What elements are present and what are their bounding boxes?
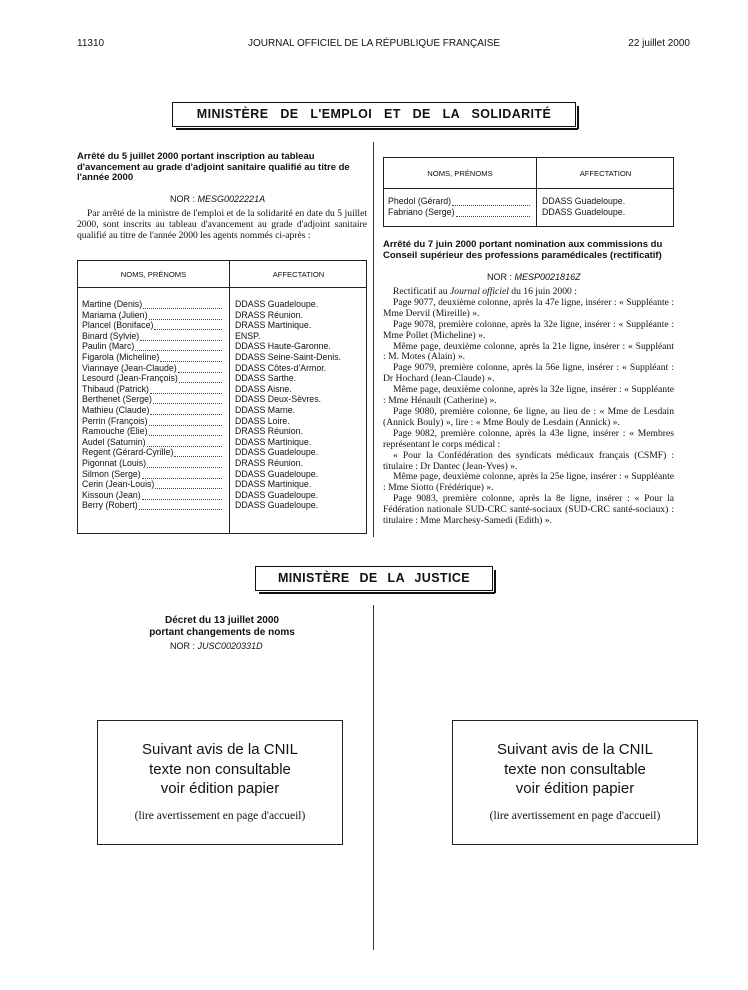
affectation: DDASS Deux-Sèvres. xyxy=(235,394,322,405)
person-name: Cerin (Jean-Louis) xyxy=(82,479,155,490)
affectation: DRASS Réunion. xyxy=(235,457,303,468)
person-name: Binard (Sylvie) xyxy=(82,330,140,341)
person-name: Mariama (Julien) xyxy=(82,309,148,320)
affectation: DDASS Guadeloupe. xyxy=(235,447,319,458)
person-name: Thibaud (Patrick) xyxy=(82,383,149,394)
cnil-note: (lire avertissement en page d'accueil) xyxy=(489,809,661,822)
table-row xyxy=(78,490,366,501)
table-header xyxy=(78,261,366,288)
decret-title xyxy=(77,615,367,638)
cnil-line-2: texte non consultable xyxy=(149,760,291,778)
nor-code: MESP0021816Z xyxy=(514,272,581,282)
ministry-heading-justice: MINISTÈRE DE LA JUSTICE xyxy=(255,566,493,591)
affectation: DRASS Réunion. xyxy=(235,309,303,320)
table-row xyxy=(78,447,366,458)
affectation: DDASS Loire. xyxy=(235,415,290,426)
affectation: DDASS Côtes-d'Armor. xyxy=(235,362,327,373)
advancement-table-continued xyxy=(383,157,674,227)
table-body xyxy=(78,299,366,511)
rectificatif-item: Même page, deuxième colonne, après la 25e ligne, insérer : « Suppléante : Mme Siotto (Frédérique) ». xyxy=(383,471,674,494)
issue-date: 22 juillet 2000 xyxy=(628,38,690,49)
affectation: DDASS Guadeloupe. xyxy=(235,468,319,479)
leader-dots xyxy=(139,508,222,510)
person-name: Lesourd (Jean-François) xyxy=(82,373,178,384)
affectation: DDASS Sarthe. xyxy=(235,373,297,384)
person-name: Ramouche (Elie) xyxy=(82,426,148,437)
table-row xyxy=(78,320,366,331)
journal-title: JOURNAL OFFICIEL DE LA RÉPUBLIQUE FRANÇAISE xyxy=(247,38,501,49)
table-row xyxy=(78,352,366,363)
person-name: Pigonnat (Louis) xyxy=(82,457,147,468)
affectation: DDASS Guadeloupe. xyxy=(235,489,319,500)
rectificatif-item: Même page, deuxième colonne, après la 32e ligne, insérer : « Suppléante : Mme Hénault (Catherine) ». xyxy=(383,384,674,407)
table-body xyxy=(384,196,673,217)
nor-label: NOR : xyxy=(170,194,196,204)
table-row xyxy=(78,331,366,342)
ministry-heading-emploi: MINISTÈRE DE L'EMPLOI ET DE LA SOLIDARITÉ xyxy=(172,102,576,127)
cnil-notice-left xyxy=(97,720,343,845)
rectificatif-item: Page 9083, première colonne, après la 8e ligne, insérer : « Pour la Fédération nationale SUD-CRC santé-sociaux (SUD-CRC santé-sociaux) : titulaire : Mme Marchesy-Samedi (Edith) ». xyxy=(383,493,674,527)
lead-journal: Journal officiel xyxy=(450,286,509,297)
rectificatif-item: Page 9079, première colonne, après la 56e ligne, insérer : « Suppléant : Dr Hochard (Jean-Claude) ». xyxy=(383,362,674,385)
table-row xyxy=(384,207,673,218)
lead-text: Rectificatif au xyxy=(393,286,451,297)
nor-code: JUSC0020331D xyxy=(197,641,263,651)
table-row xyxy=(78,299,366,310)
page-number: 11310 xyxy=(77,38,105,49)
leader-dots xyxy=(456,215,530,217)
rectificatif-item: Même page, deuxième colonne, après la 21e ligne, insérer : « Suppléant : M. Motes (Alain) ». xyxy=(383,340,674,363)
table-row xyxy=(78,469,366,480)
table-row xyxy=(78,416,366,427)
table-row xyxy=(78,458,366,469)
col-header-name: NOMS, PRÉNOMS xyxy=(120,269,187,279)
person-name: Regent (Gérard-Cyrille) xyxy=(82,447,174,458)
lead-date: du 16 juin 2000 : xyxy=(508,286,577,297)
cnil-line-3: voir édition papier xyxy=(515,780,635,797)
person-name: Martine (Denis) xyxy=(82,299,143,309)
arrete-1-intro: Par arrêté de la ministre de l'emploi et de la solidarité en date du 5 juillet 2000, sont inscrits au tableau d'avancement au grade d'adjoint sanitaire qualifié au titre de l'année 2000 les agents nommés ci-après : xyxy=(77,208,367,241)
cnil-note: (lire avertissement en page d'accueil) xyxy=(134,809,306,822)
table-row xyxy=(78,373,366,384)
col-header-affectation: AFFECTATION xyxy=(272,269,325,279)
table-row xyxy=(78,363,366,374)
person-name: Fabriano (Serge) xyxy=(388,206,455,217)
person-name: Silmon (Serge) xyxy=(82,468,141,479)
arrete-1-nor xyxy=(170,194,265,204)
table-row xyxy=(78,394,366,405)
person-name: Phedol (Gérard) xyxy=(388,196,452,206)
affectation: DRASS Martinique. xyxy=(235,320,312,331)
nor-label: NOR : xyxy=(170,641,196,651)
cnil-notice-right xyxy=(452,720,698,845)
cnil-line-2: texte non consultable xyxy=(504,760,646,778)
affectation: DDASS Martinique. xyxy=(235,436,312,447)
person-name: Berry (Robert) xyxy=(82,500,138,511)
person-name: Berthenet (Serge) xyxy=(82,394,152,405)
table-row xyxy=(384,196,673,207)
rectificatif-item: « Pour la Confédération des syndicats médicaux français (CSMF) : titulaire : Dr Dantec (Jean-Yves) ». xyxy=(383,449,674,472)
affectation: DDASS Haute-Garonne. xyxy=(235,341,331,352)
affectation: DDASS Martinique. xyxy=(235,479,312,490)
person-name: Perrin (François) xyxy=(82,415,148,426)
person-name: Audel (Saturnin) xyxy=(82,436,146,447)
person-name: Paulin (Marc) xyxy=(82,341,135,352)
cnil-message xyxy=(98,740,342,799)
cnil-line-3: voir édition papier xyxy=(160,780,280,797)
table-row xyxy=(78,310,366,321)
decret-nor xyxy=(170,641,263,651)
affectation: DDASS Marne. xyxy=(235,404,296,415)
rectificatif-item: Page 9078, première colonne, après la 32e ligne, insérer : « Suppléante : Mme Pollet (Micheline) ». xyxy=(383,318,674,341)
advancement-table xyxy=(77,260,367,534)
affectation: DDASS Guadeloupe. xyxy=(542,196,626,206)
affectation: DDASS Aisne. xyxy=(235,383,292,394)
table-row xyxy=(78,405,366,416)
table-row xyxy=(78,500,366,511)
person-name: Figarola (Micheline) xyxy=(82,351,160,362)
table-row xyxy=(78,384,366,395)
rectificatif-item: Page 9082, première colonne, après la 43e ligne, insérer : « Membres représentant le corps médical : xyxy=(383,427,674,450)
affectation: DRASS Réunion. xyxy=(235,426,303,437)
table-header xyxy=(384,158,673,189)
table-row xyxy=(78,341,366,352)
person-name: Mathieu (Claude) xyxy=(82,404,150,415)
col-header-affectation: AFFECTATION xyxy=(579,168,632,178)
arrete-2-title: Arrêté du 7 juin 2000 portant nomination aux commissions du Conseil supérieur des professions paramédicales (rectificatif) xyxy=(383,239,663,261)
affectation: DDASS Guadeloupe. xyxy=(542,206,626,217)
rectificatif-item: Page 9077, deuxième colonne, après la 47e ligne, insérer : « Suppléante : Mme Dervil (Mireille) ». xyxy=(383,296,674,319)
decret-title-line2: portant changements de noms xyxy=(149,626,295,638)
cnil-line-1: Suivant avis de la CNIL xyxy=(142,741,298,758)
person-name: Plancel (Boniface) xyxy=(82,320,154,331)
column-divider-top xyxy=(373,142,374,537)
person-name: Kissoun (Jean) xyxy=(82,489,141,500)
table-row xyxy=(78,437,366,448)
person-name: Viannaye (Jean-Claude) xyxy=(82,362,177,373)
rectificatif-paragraphs xyxy=(383,298,674,527)
arrete-2-body xyxy=(383,287,674,527)
arrete-2-nor xyxy=(487,272,581,282)
nor-label: NOR : xyxy=(487,272,513,282)
column-divider-bottom xyxy=(373,605,374,950)
affectation: DDASS Seine-Saint-Denis. xyxy=(235,351,342,362)
affectation: ENSP. xyxy=(235,330,261,341)
affectation: DDASS Guadeloupe. xyxy=(235,299,319,309)
affectation: DDASS Guadeloupe. xyxy=(235,500,319,511)
cnil-message xyxy=(453,740,697,799)
arrete-1-title: Arrêté du 5 juillet 2000 portant inscription au tableau d'avancement au grade d'adjoint sanitaire qualifié au titre de l'année 2000 xyxy=(77,151,350,183)
table-row xyxy=(78,479,366,490)
table-row xyxy=(78,426,366,437)
cnil-line-1: Suivant avis de la CNIL xyxy=(497,741,653,758)
nor-code: MESG0022221A xyxy=(197,194,266,204)
col-header-name: NOMS, PRÉNOMS xyxy=(427,168,493,178)
rectificatif-item: Page 9080, première colonne, 6e ligne, au lieu de : « Mme de Lesdain (Annick Bouly) », lire : « Mme Bouly de Lesdain (Annick) ». xyxy=(383,405,674,428)
decret-title-line1: Décret du 13 juillet 2000 xyxy=(165,615,279,626)
